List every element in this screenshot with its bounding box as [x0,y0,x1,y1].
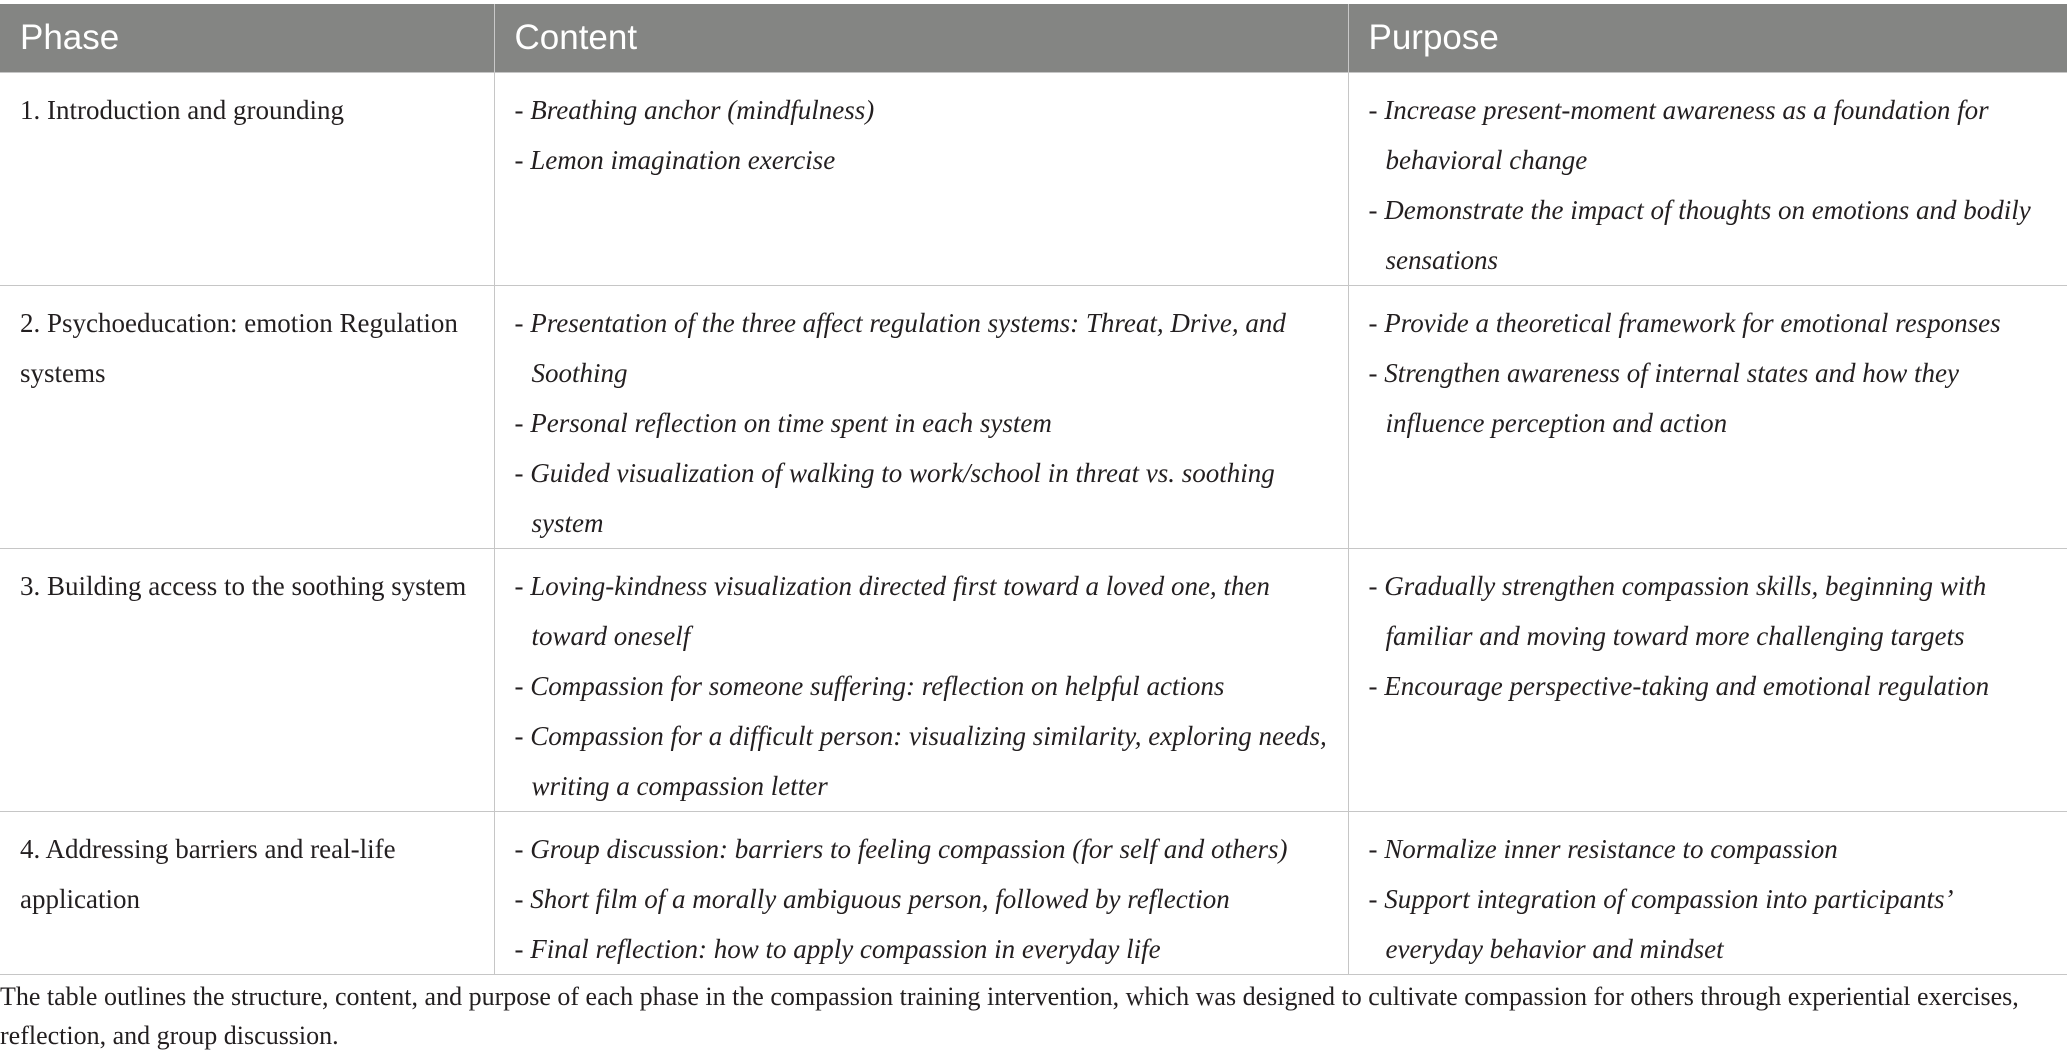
content-item: - Personal reflection on time spent in each system [514,407,1052,438]
content-item: - Compassion for someone suffering: reflection on helpful actions [514,670,1225,701]
phase-label: 1. Introduction and grounding [20,94,344,125]
phase-label: 4. Addressing barriers and real-life application [20,833,396,914]
phase-label: 2. Psychoeducation: emotion Regulation systems [20,307,458,388]
content-item: - Loving-kindness visualization directed first toward a loved one, then toward oneself [514,570,1270,651]
table-row [0,72,2067,285]
purpose-cell [1348,811,2067,974]
table-header [0,4,2067,72]
content-item: - Guided visualization of walking to work/school in threat vs. soothing system [514,457,1275,538]
content-cell [494,285,1348,548]
table-row [0,811,2067,974]
content-cell [494,811,1348,974]
content-item: - Compassion for a difficult person: visualizing similarity, exploring needs, writing a compassion letter [514,720,1327,801]
purpose-item: - Support integration of compassion into participants’ everyday behavior and mindset [1368,883,1951,964]
content-item: - Lemon imagination exercise [514,144,836,175]
content-item: - Final reflection: how to apply compassion in everyday life [514,933,1161,964]
phase-cell [0,285,494,548]
content-item: - Short film of a morally ambiguous person, followed by reflection [514,883,1230,914]
purpose-item: - Demonstrate the impact of thoughts on emotions and bodily sensations [1368,194,2031,275]
table-row [0,285,2067,548]
table-row [0,548,2067,811]
purpose-cell [1348,548,2067,811]
phase-cell [0,72,494,285]
purpose-item: - Provide a theoretical framework for emotional responses [1368,307,2001,338]
phase-table [0,4,2067,975]
purpose-item: - Strengthen awareness of internal states and how they influence perception and action [1368,357,1959,438]
phase-cell [0,811,494,974]
header-phase: Phase [0,4,494,72]
content-cell [494,548,1348,811]
content-cell [494,72,1348,285]
purpose-item: - Normalize inner resistance to compassion [1368,833,1838,864]
header-content: Content [494,4,1348,72]
table-footnote: The table outlines the structure, content, and purpose of each phase in the compassion training intervention, which was designed to cultivate compassion for others through experiential exercises, reflection, and group discussion. [0,982,2019,1050]
content-item: - Presentation of the three affect regulation systems: Threat, Drive, and Soothing [514,307,1286,388]
purpose-cell [1348,72,2067,285]
purpose-item: - Gradually strengthen compassion skills, beginning with familiar and moving toward more challenging targets [1368,570,1987,651]
phase-label: 3. Building access to the soothing system [20,570,467,601]
purpose-item: - Increase present-moment awareness as a foundation for behavioral change [1368,94,1989,175]
header-purpose: Purpose [1348,4,2067,72]
content-item: - Group discussion: barriers to feeling compassion (for self and others) [514,833,1288,864]
purpose-item: - Encourage perspective-taking and emotional regulation [1368,670,1990,701]
content-item: - Breathing anchor (mindfulness) [514,94,875,125]
phase-cell [0,548,494,811]
purpose-cell [1348,285,2067,548]
